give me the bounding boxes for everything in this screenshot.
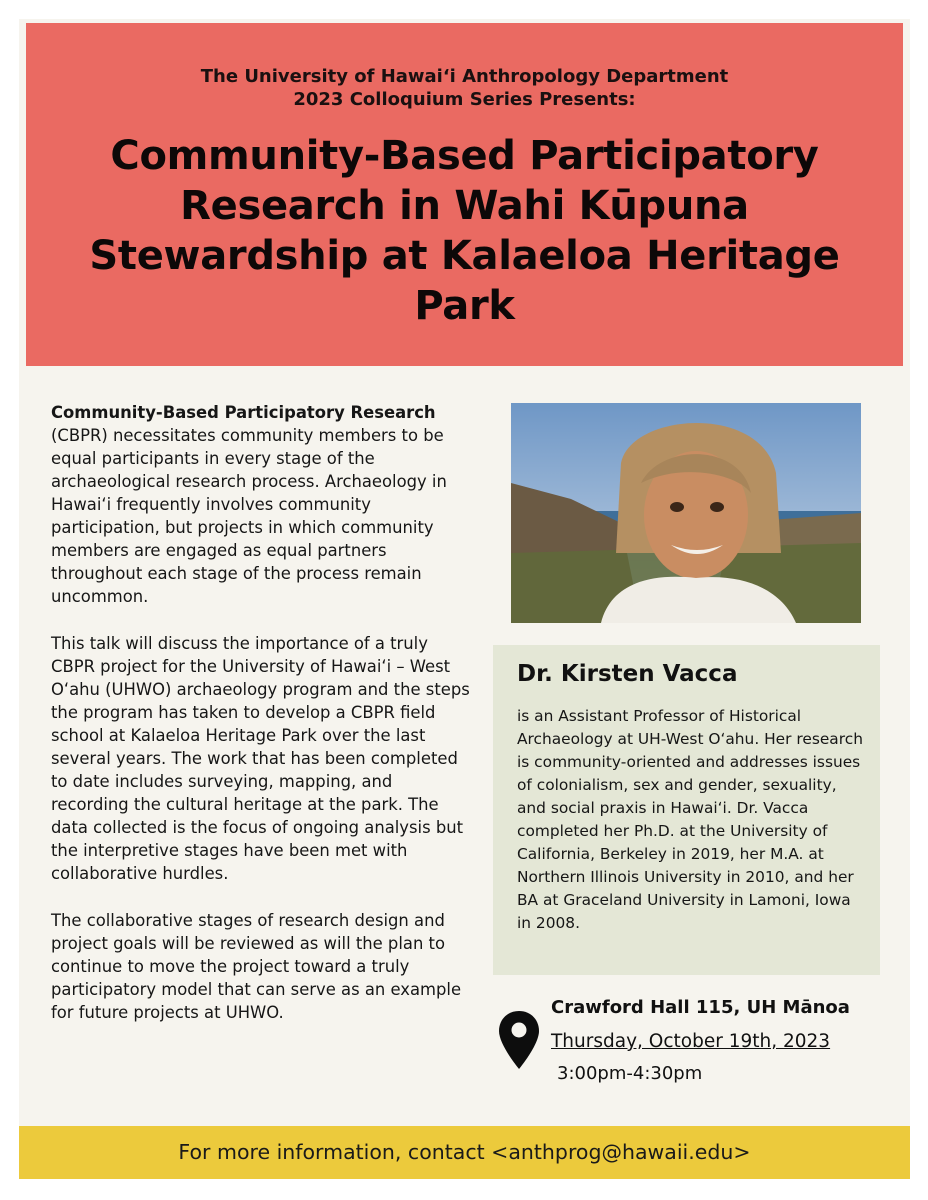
abstract-paragraph-1 <box>51 401 471 608</box>
kicker-line-1: The University of Hawaiʻi Anthropology Department <box>200 66 729 87</box>
speaker-name: Dr. Kirsten Vacca <box>517 661 738 687</box>
event-time: 3:00pm-4:30pm <box>557 1063 703 1084</box>
event-date: Thursday, October 19th, 2023 <box>551 1031 831 1052</box>
header-banner <box>26 23 903 366</box>
speaker-bio-box <box>493 645 880 975</box>
flyer <box>19 19 910 1179</box>
contact-text: For more information, contact <anthprog@hawaii.edu> <box>178 1140 751 1164</box>
contact-footer <box>19 1126 910 1179</box>
abstract <box>51 401 471 1048</box>
abstract-paragraph-3: The collaborative stages of research design and project goals will be reviewed as will the plan to continue to move the project toward a truly participatory model that can serve as an example for future projects at UHWO. <box>51 911 462 1022</box>
abstract-lead: Community-Based Participatory Research <box>51 403 436 422</box>
talk-title: Community-Based Participatory Research in Wahi Kūpuna Stewardship at Kalaeloa Heritage Park <box>89 133 840 329</box>
speaker-photo <box>511 403 861 623</box>
speaker-bio: is an Assistant Professor of Historical Archaeology at UH-West Oʻahu. Her research is community-oriented and addresses issues of colonialism, sex and gender, sexuality, and social praxis in Hawaiʻi. Dr. Vacca completed her Ph.D. at the University of California, Berkeley in 2019, her M.A. at Northern Illinois University in 2010, and her BA at Graceland University in Lamoni, Iowa in 2008. <box>517 707 863 932</box>
speaker-photo-illustration <box>511 403 861 623</box>
abstract-paragraph-2: This talk will discuss the importance of a truly CBPR project for the University of Hawaiʻi – West Oʻahu (UHWO) archaeology program and the steps the program has taken to develop a CBPR field school at Kalaeloa Heritage Park over the last several years. The work that has been completed to date includes surveying, mapping, and recording the cultural heritage at the park. The data collected is the focus of ongoing analysis but the interpretive stages have been met with collaborative hurdles. <box>51 634 470 883</box>
kicker-line-2: 2023 Colloquium Series Presents: <box>293 89 636 110</box>
series-kicker <box>26 65 903 111</box>
event-venue: Crawford Hall 115, UH Mānoa <box>551 997 850 1018</box>
location-pin-icon <box>497 1009 541 1071</box>
abstract-p1-text: (CBPR) necessitates community members to be equal participants in every stage of the archaeological research process. Archaeology in Hawaiʻi frequently involves community participation, but projects in which community members are engaged as equal partners throughout each stage of the process remain uncommon. <box>51 426 447 606</box>
